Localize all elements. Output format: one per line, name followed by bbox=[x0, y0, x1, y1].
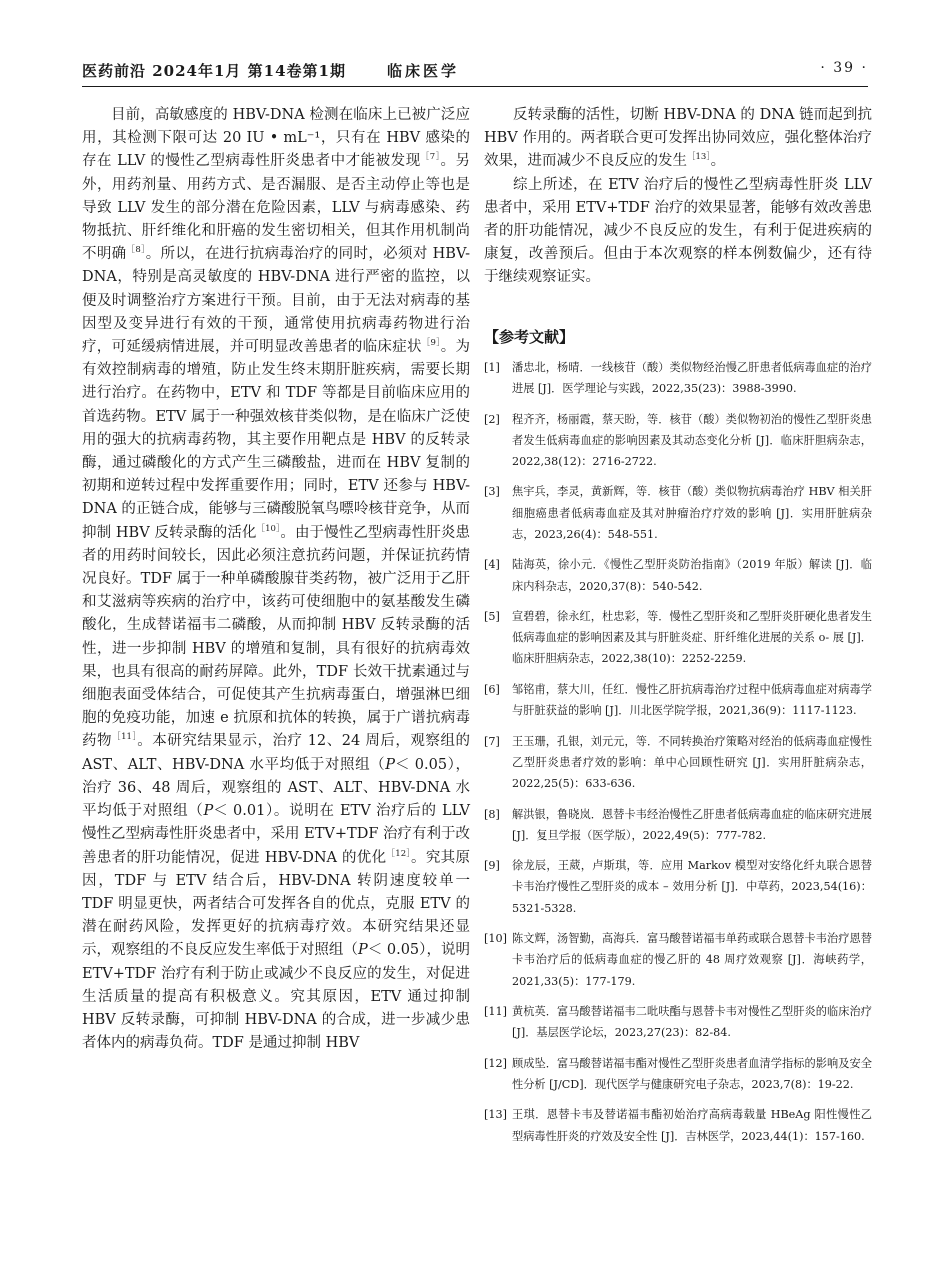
reference-text: 黄杭英．富马酸替诺福韦二吡呋酯与恩替卡韦对慢性乙型肝炎的临床治疗 [J]．基层医学论坛，2023,27(23)：82-84. bbox=[512, 1005, 872, 1040]
text-run: 。由于慢性乙型病毒性肝炎患者的用药时间较长，因此必须注意抗药问题，并保证抗药情况良好。TDF 属于一种单磷酸腺苷类药物，被广泛用于乙肝和艾滋病等疾病的治疗中，该药可使细胞中的氨基酸发生磷酸化，生成替诺福韦二磷酸，从而抑制 HBV 反转录酶的活性，进一步抑制 HBV 的增殖和复制，具有很好的抗病毒效果，也具有很高的耐药屏障。此外，TDF 长效干扰素通过与细胞表面受体结合，可促使其产生抗病毒蛋白，增强淋巴细胞的免疫功能，加速 e 抗原和抗体的转换，属于广谱抗病毒药物 bbox=[82, 524, 470, 750]
reference-text: 徐龙辰，王葳，卢斯琪，等．应用 Markov 模型对安络化纤丸联合恩替卡韦治疗慢性乙型肝炎的成本 – 效用分析 [J]．中草药，2023,54(16)：5321-5328. bbox=[512, 859, 872, 915]
reference-item bbox=[484, 606, 872, 670]
reference-number: [6] bbox=[484, 682, 500, 696]
reference-item bbox=[484, 481, 872, 545]
reference-number: [8] bbox=[484, 807, 500, 821]
reference-item bbox=[484, 357, 872, 399]
reference-item bbox=[484, 928, 872, 992]
p-value-symbol: P bbox=[385, 756, 396, 773]
journal-title: 医药前沿 2024年1月 第14卷第1期 bbox=[82, 62, 346, 80]
text-run: 。 bbox=[710, 153, 726, 170]
text-run: 。为有效控制病毒的增殖，防止发生终末期肝脏疾病，需要长期进行治疗。在药物中，ETV 和 TDF 等都是目前临床应用的首选药物。ETV 属于一种强效核苷类似物，是在临床广泛使用的强大的抗病毒药物，其主要作用靶点是 HBV 的反转录酶，通过磷酸化的方式产生三磷酸盐，进而在 HBV 复制的初期和逆转过程中发挥重要作用；同时，ETV 还参与 HBV-DNA 的正链合成，能够与三磷酸脱氧鸟嘌呤核苷竞争，从而抑制 HBV 反转录酶的活化 bbox=[82, 339, 471, 541]
conclusion-paragraph: 综上所述，在 ETV 治疗后的慢性乙型病毒性肝炎 LLV 患者中，采用 ETV+TDF 治疗的效果显著，能够有效改善患者的肝功能情况，减少不良反应的发生，有利于促进疾病的康复，改善预后。但由于本次观察的样本例数偏少，还有待于继续观察证实。 bbox=[484, 176, 872, 286]
citation-10: ［10］ bbox=[256, 523, 281, 534]
body-paragraph bbox=[82, 104, 470, 1055]
page-number: · 39 · bbox=[820, 60, 868, 76]
text-run: 。本研究结果显示，治疗 12、24 周后，观察组的 AST、ALT、HBV-DNA 水平均低于对照组（ bbox=[82, 733, 470, 773]
reference-number: [1] bbox=[484, 360, 500, 374]
reference-text: 陆海英，徐小元．《慢性乙型肝炎防治指南》（2019 年版）解读 [J]．临床内科杂志，2020,37(8)：540-542. bbox=[512, 558, 872, 593]
reference-list bbox=[484, 357, 872, 1147]
reference-number: [4] bbox=[484, 558, 500, 572]
reference-text: 程齐齐，杨丽霞，蔡天盼，等．核苷（酸）类似物初治的慢性乙型肝炎患者发生低病毒血症的影响因素及其动态变化分析 [J]．临床肝胆病杂志，2022,38(12)：2716-2722. bbox=[512, 412, 872, 468]
reference-item bbox=[484, 1053, 872, 1095]
reference-item bbox=[484, 731, 872, 795]
text-run: 。另外，用药剂量、用药方式、是否漏服、是否主动停止等也是导致 LLV 发生的部分潜在危险因素，LLV 与病毒感染、药物抵抗、肝纤维化和肝癌的发生密切相关，但其作用机制尚不明确 bbox=[82, 153, 470, 263]
text-run: ＜ 0.05），说明 ETV+TDF 治疗有利于防止或减少不良反应的发生，对促进生活质量的提高有积极意义。究其原因，ETV 通过抑制 HBV 反转录酶，可抑制 HBV-DNA 的合成，进一步减少患者体内的病毒负荷。TDF 是通过抑制 HBV bbox=[82, 942, 470, 1052]
references-heading: 【参考文献】 bbox=[484, 327, 575, 346]
text-run: 目前，高敏感度的 HBV-DNA 检测在临床上已被广泛应用，其检测下限可达 20 IU • mL⁻¹，只有在 HBV 感染的存在 LLV 的慢性乙型病毒性肝炎患者中才能被发现 bbox=[82, 107, 470, 170]
p-value-symbol: P bbox=[203, 803, 214, 820]
page-header bbox=[82, 54, 868, 87]
reference-text: 宣碧碧，徐永红，杜忠彩，等．慢性乙型肝炎和乙型肝炎肝硬化患者发生低病毒血症的影响因素及其与肝脏炎症、肝纤维化进展的关系 o- 展 [J]．临床肝胆病杂志，2022,38(10)：2252-2259. bbox=[512, 610, 872, 666]
reference-text: 王玉珊，孔银，刘元元，等．不同转换治疗策略对经治的低病毒血症慢性乙型肝炎患者疗效的影响：单中心回顾性研究 [J]．实用肝脏病杂志，2022,25(5)：633-636. bbox=[512, 734, 872, 791]
section-title: 临床医学 bbox=[387, 62, 460, 80]
reference-item bbox=[484, 409, 872, 473]
citation-9: ［9］ bbox=[421, 338, 441, 349]
reference-number: [12] bbox=[484, 1056, 507, 1070]
reference-number: [13] bbox=[484, 1108, 507, 1122]
reference-item bbox=[484, 679, 872, 721]
reference-item bbox=[484, 554, 872, 596]
reference-number: [2] bbox=[484, 412, 500, 426]
reference-item bbox=[484, 804, 872, 846]
reference-text: 邹铭甫，蔡大川，任红．慢性乙肝抗病毒治疗过程中低病毒血症对病毒学与肝脏获益的影响 [J]．川北医学院学报，2021,36(9)：1117-1123. bbox=[512, 682, 872, 718]
reference-number: [11] bbox=[484, 1005, 507, 1019]
reference-number: [3] bbox=[484, 485, 500, 499]
text-run: ＜ 0.01）。说明在 ETV 治疗后的 LLV 慢性乙型病毒性肝炎患者中，采用 ETV+TDF 治疗有利于改善患者的肝功能情况，促进 HBV-DNA 的优化 bbox=[82, 803, 470, 866]
reference-item bbox=[484, 1001, 872, 1043]
reference-text: 焦宇兵，李灵，黄新辉，等．核苷（酸）类似物抗病毒治疗 HBV 相关肝细胞癌患者低病毒血症及其对肿瘤治疗疗效的影响 [J]．实用肝脏病杂志，2023,26(4)：548-551. bbox=[512, 485, 872, 541]
reference-number: [10] bbox=[484, 932, 507, 946]
right-column bbox=[484, 104, 872, 1156]
p-value-symbol: P bbox=[357, 942, 368, 959]
citation-13: ［13］ bbox=[687, 152, 711, 163]
left-column bbox=[82, 104, 470, 1055]
reference-number: [7] bbox=[484, 734, 500, 748]
reference-number: [5] bbox=[484, 610, 500, 624]
reference-text: 潘忠北，杨晴．一线核苷（酸）类似物经治慢乙肝患者低病毒血症的治疗进展 [J]．医学理论与实践，2022,35(23)：3988-3990. bbox=[512, 360, 872, 396]
reference-item bbox=[484, 1104, 872, 1146]
reference-text: 解洪银，鲁晓岚．恩替卡韦经治慢性乙肝患者低病毒血症的临床研究进展 [J]．复旦学报（医学版），2022,49(5)：777-782. bbox=[512, 807, 872, 842]
reference-item bbox=[484, 855, 872, 919]
text-run: 。究其原因，TDF 与 ETV 结合后，HBV-DNA 转阴速度较单一 TDF 明显更快，两者结合可发挥各自的优点，克服 ETV 的潜在耐药风险，发挥更好的抗病毒疗效。本研究结果还显示，观察组的不良反应发生率低于对照组（ bbox=[82, 849, 471, 959]
citation-11: ［11］ bbox=[112, 732, 138, 743]
reference-text: 顾成坠．富马酸替诺福韦酯对慢性乙型肝炎患者血清学指标的影响及安全性分析 [J/CD]．现代医学与健康研究电子杂志，2023,7(8)：19-22. bbox=[512, 1056, 872, 1091]
citation-12: ［12］ bbox=[386, 848, 412, 859]
citation-8: ［8］ bbox=[126, 245, 146, 256]
text-run: ＜ 0.05），治疗 36、48 周后，观察组的 AST、ALT、HBV-DNA 水平均低于对照组（ bbox=[82, 756, 470, 820]
citation-7: ［7］ bbox=[420, 152, 441, 163]
reference-text: 陈文辉，汤智勤，高海兵．富马酸替诺福韦单药或联合恩替卡韦治疗恩替卡韦治疗后的低病毒血症的慢乙肝的 48 周疗效观察 [J]．海峡药学，2021,33(5)：177-179. bbox=[512, 932, 872, 988]
reference-number: [9] bbox=[484, 859, 500, 873]
body-paragraph bbox=[484, 104, 872, 174]
text-run: 。所以，在进行抗病毒治疗的同时，必须对 HBV-DNA，特别是高灵敏度的 HBV-DNA 进行严密的监控，以便及时调整治疗方案进行干预。目前，由于无法对病毒的基因型及变异进行有效的干预，通常使用抗病毒药物进行治疗，可延缓病情进展，并可明显改善患者的临床症状 bbox=[82, 246, 470, 356]
reference-text: 王琪．恩替卡韦及替诺福韦酯初始治疗高病毒载量 HBeAg 阳性慢性乙型病毒性肝炎的疗效及安全性 [J]．吉林医学，2023,44(1)：157-160. bbox=[512, 1108, 872, 1143]
text-run: 反转录酶的活性，切断 HBV-DNA 的 DNA 链而起到抗 HBV 作用的。两者联合更可发挥出协同效应，强化整体治疗效果，进而减少不良反应的发生 bbox=[484, 107, 872, 170]
